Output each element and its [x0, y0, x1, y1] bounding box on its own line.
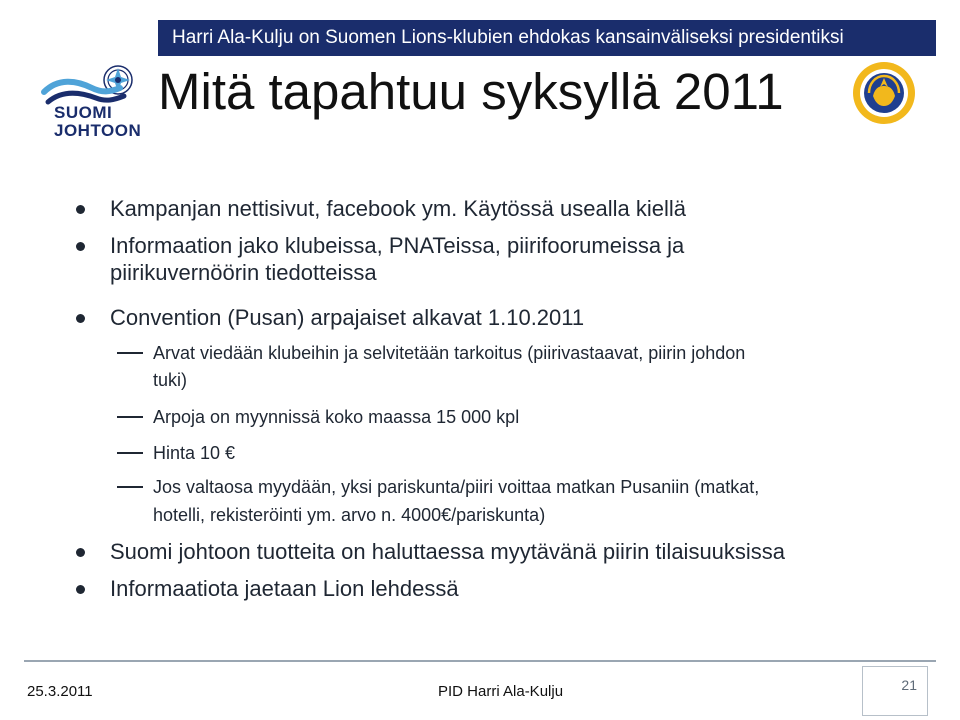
sub-bullet-dash-icon — [117, 416, 143, 418]
sub-bullet-text-continuation: hotelli, rekisteröinti ym. arvo n. 4000€/pariskunta) — [153, 505, 546, 525]
sub-bullet-text-continuation: tuki) — [153, 370, 188, 390]
sub-bullet-dash-icon — [117, 352, 143, 354]
sub-bullet-text: Jos valtaosa myydään, yksi pariskunta/piiri voittaa matkan Pusaniin (matkat, — [153, 477, 760, 497]
footer-presenter: PID Harri Ala-Kulju — [438, 683, 564, 700]
slide-title: Mitä tapahtuu syksyllä 2011 — [158, 63, 784, 120]
bullet-dot-icon — [76, 242, 85, 251]
bullet-dot-icon — [76, 585, 85, 594]
bullet-text: Informaation jako klubeissa, PNATeissa, piirifoorumeissa ja — [110, 233, 685, 258]
footer-divider — [24, 660, 936, 662]
bullet-dot-icon — [76, 314, 85, 323]
bullet-text: Suomi johtoon tuotteita on haluttaessa myytävänä piirin tilaisuuksissa — [110, 539, 786, 564]
sub-bullet-text: Arpoja on myynnissä koko maassa 15 000 kpl — [153, 407, 520, 427]
bullet-text: Informaatiota jaetaan Lion lehdessä — [110, 576, 459, 601]
bullet-text: Kampanjan nettisivut, facebook ym. Käytössä usealla kiellä — [110, 196, 686, 221]
sub-bullet-dash-icon — [117, 452, 143, 454]
bullet-text: Convention (Pusan) arpajaiset alkavat 1.10.2011 — [110, 305, 585, 330]
bullet-dot-icon — [76, 205, 85, 214]
footer-date: 25.3.2011 — [27, 683, 93, 700]
sub-bullet-text: Arvat viedään klubeihin ja selvitetään tarkoitus (piirivastaavat, piirin johdon — [153, 343, 746, 363]
page-number: 21 — [901, 677, 917, 693]
page-number-box — [862, 666, 928, 716]
logo-text-suomi: SUOMI — [54, 103, 113, 122]
bullet-dot-icon — [76, 548, 85, 557]
banner-text: Harri Ala-Kulju on Suomen Lions-klubien ehdokas kansainväliseksi presidentiksi — [172, 27, 844, 48]
sub-bullet-text: Hinta 10 € — [153, 443, 236, 463]
bullet-text-continuation: piirikuvernöörin tiedotteissa — [110, 260, 377, 285]
logo-text-johtoon: JOHTOON — [54, 121, 142, 140]
sub-bullet-dash-icon — [117, 486, 143, 488]
